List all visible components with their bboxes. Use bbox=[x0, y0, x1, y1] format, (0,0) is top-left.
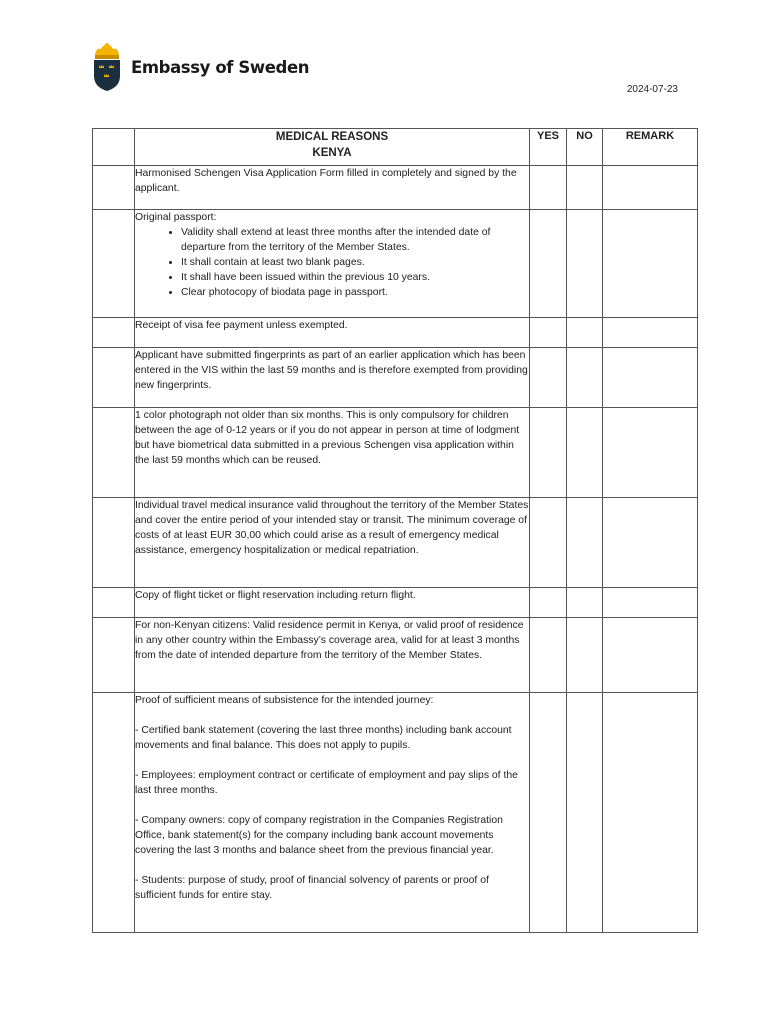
row-marker-cell bbox=[93, 348, 135, 408]
requirements-checklist bbox=[92, 128, 698, 933]
column-header-no: NO bbox=[567, 129, 603, 166]
remark-cell[interactable] bbox=[603, 618, 698, 693]
remark-cell[interactable] bbox=[603, 498, 698, 588]
no-checkbox-cell[interactable] bbox=[567, 408, 603, 498]
no-checkbox-cell[interactable] bbox=[567, 348, 603, 408]
yes-checkbox-cell[interactable] bbox=[530, 348, 567, 408]
no-checkbox-cell[interactable] bbox=[567, 498, 603, 588]
table-row bbox=[93, 318, 698, 348]
list-item: • It shall have been issued within the previous 10 years. bbox=[181, 270, 529, 285]
means-item: - Certified bank statement (covering the last three months) including bank account movements and final balance. This does not apply to pupils. bbox=[135, 725, 512, 751]
row-marker-header bbox=[93, 129, 135, 166]
means-item: - Company owners: copy of company registration in the Companies Registration Office, bank statement(s) for the company including bank account movements covering the last 3 months and balance sheet from the previous financial year. bbox=[135, 815, 503, 856]
table-row bbox=[93, 588, 698, 618]
no-checkbox-cell[interactable] bbox=[567, 318, 603, 348]
means-item: - Students: purpose of study, proof of financial solvency of parents or proof of sufficient funds for entire stay. bbox=[135, 875, 489, 901]
table-row bbox=[93, 408, 698, 498]
title-line-2: KENYA bbox=[312, 147, 352, 159]
requirement-text: For non-Kenyan citizens: Valid residence permit in Kenya, or valid proof of residence in any other country within the Embassy’s coverage area, valid for at least 3 months from the date of intended departure from the territory of the Member States. bbox=[135, 618, 530, 693]
requirement-text: Copy of flight ticket or flight reservation including return flight. bbox=[135, 588, 530, 618]
remark-cell[interactable] bbox=[603, 318, 698, 348]
table-title bbox=[135, 129, 530, 166]
row-marker-cell bbox=[93, 498, 135, 588]
no-checkbox-cell[interactable] bbox=[567, 693, 603, 933]
requirement-text: Proof of sufficient means of subsistence for the intended journey: - Certified bank statement (covering the last three months) including bank account movements and final balance. This does not apply to pupils. - Employees: employment contract or certificate of employment and pay slips of the last three months. - Company owners: copy of company registration in the Companies Registration Office, bank statement(s) for the company including bank account movements covering the last 3 months and balance sheet from the previous financial year. - Students: purpose of study, proof of financial solvency of parents or proof of sufficient funds for entire stay. bbox=[135, 693, 530, 933]
column-header-yes: YES bbox=[530, 129, 567, 166]
row-marker-cell bbox=[93, 318, 135, 348]
no-checkbox-cell[interactable] bbox=[567, 210, 603, 318]
list-item: • Validity shall extend at least three months after the intended date of departure from the territory of the Member States. bbox=[181, 225, 529, 255]
remark-cell[interactable] bbox=[603, 408, 698, 498]
crown-shield-icon bbox=[91, 43, 123, 92]
yes-checkbox-cell[interactable] bbox=[530, 693, 567, 933]
document-date: 2024-07-23 bbox=[626, 84, 678, 95]
yes-checkbox-cell[interactable] bbox=[530, 498, 567, 588]
requirement-text: Receipt of visa fee payment unless exempted. bbox=[135, 318, 530, 348]
row-marker-cell bbox=[93, 618, 135, 693]
row-marker-cell bbox=[93, 408, 135, 498]
row-marker-cell bbox=[93, 210, 135, 318]
row-marker-cell bbox=[93, 693, 135, 933]
yes-checkbox-cell[interactable] bbox=[530, 318, 567, 348]
table-row bbox=[93, 166, 698, 210]
table-row bbox=[93, 210, 698, 318]
table-row bbox=[93, 618, 698, 693]
table-header-row bbox=[93, 129, 698, 166]
table-row bbox=[93, 498, 698, 588]
requirement-text: 1 color photograph not older than six months. This is only compulsory for children between the age of 0-12 years or if you do not appear in person at time of lodgment but have biometrical data submitted in a previous Schengen visa application within the last 59 months which can be reused. bbox=[135, 408, 530, 498]
table-row bbox=[93, 348, 698, 408]
embassy-logo bbox=[91, 43, 309, 92]
yes-checkbox-cell[interactable] bbox=[530, 618, 567, 693]
organization-name: Embassy of Sweden bbox=[131, 58, 310, 77]
remark-cell[interactable] bbox=[603, 348, 698, 408]
no-checkbox-cell[interactable] bbox=[567, 588, 603, 618]
yes-checkbox-cell[interactable] bbox=[530, 408, 567, 498]
yes-checkbox-cell[interactable] bbox=[530, 210, 567, 318]
requirement-text: Original passport: • Validity shall extend at least three months after the intended date of departure from the territory of the Member States. • It shall contain at least two blank pages. • It shall have been issued within the previous 10 years. • Clear photocopy of biodata page in passport. bbox=[135, 210, 530, 318]
requirement-text: Individual travel medical insurance valid throughout the territory of the Member States and cover the entire period of your intended stay or transit. The minimum coverage of costs of at least EUR 30,00 which could arise as a result of emergency medical assistance, emergency hospitalization or medical repatriation. bbox=[135, 498, 530, 588]
passport-requirements-list bbox=[135, 225, 529, 300]
remark-cell[interactable] bbox=[603, 693, 698, 933]
no-checkbox-cell[interactable] bbox=[567, 618, 603, 693]
requirement-text: Applicant have submitted fingerprints as part of an earlier application which has been entered in the VIS within the last 59 months and is therefore exempted from providing new fingerprints. bbox=[135, 348, 530, 408]
row-marker-cell bbox=[93, 166, 135, 210]
requirement-text: Harmonised Schengen Visa Application Form filled in completely and signed by the applicant. bbox=[135, 166, 530, 210]
remark-cell[interactable] bbox=[603, 210, 698, 318]
yes-checkbox-cell[interactable] bbox=[530, 588, 567, 618]
no-checkbox-cell[interactable] bbox=[567, 166, 603, 210]
title-line-1: MEDICAL REASONS bbox=[275, 131, 389, 143]
row-marker-cell bbox=[93, 588, 135, 618]
remark-cell[interactable] bbox=[603, 588, 698, 618]
table-row bbox=[93, 693, 698, 933]
means-item: - Employees: employment contract or certificate of employment and pay slips of the last three months. bbox=[135, 770, 518, 796]
column-header-remark: REMARK bbox=[603, 129, 698, 166]
yes-checkbox-cell[interactable] bbox=[530, 166, 567, 210]
list-item: • It shall contain at least two blank pages. bbox=[181, 255, 529, 270]
list-item: • Clear photocopy of biodata page in passport. bbox=[181, 285, 529, 300]
remark-cell[interactable] bbox=[603, 166, 698, 210]
